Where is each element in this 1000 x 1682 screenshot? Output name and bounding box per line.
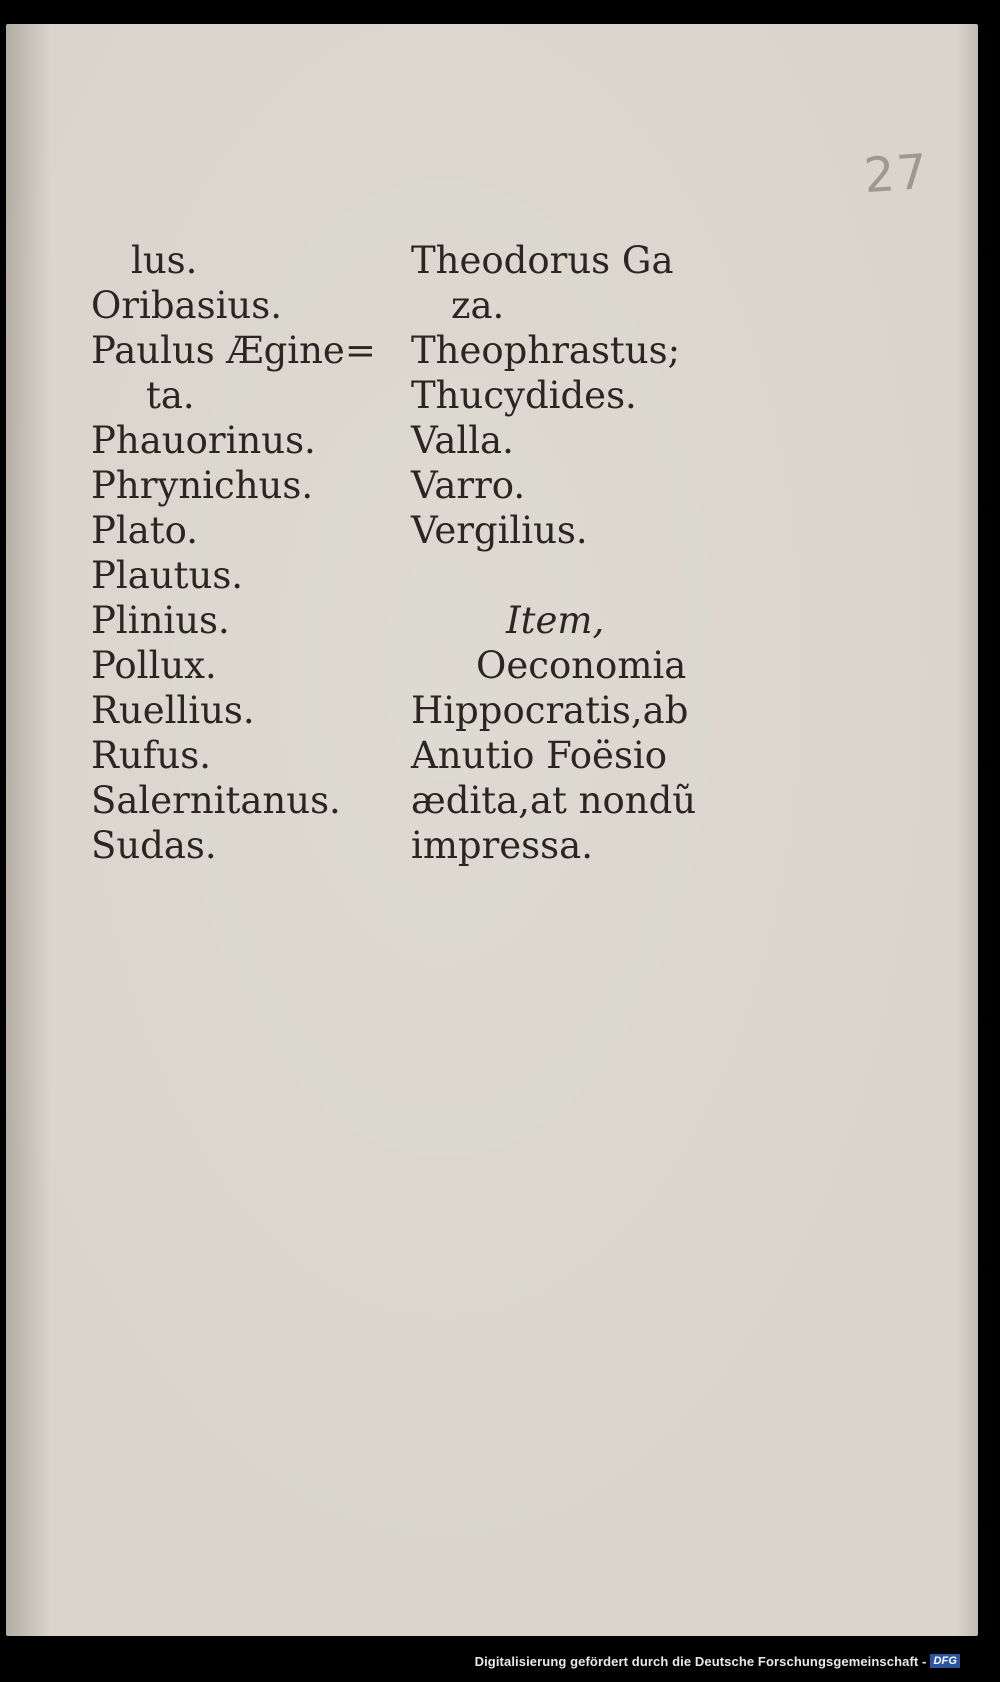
index-entry: Anutio Foësio [411, 734, 668, 777]
dfg-logo: DFG [930, 1654, 960, 1668]
book-page [6, 24, 978, 1636]
index-entry: Ruellius. [91, 689, 255, 732]
index-entry: Theodorus Ga [411, 239, 674, 282]
index-entry: lus. [131, 239, 198, 282]
index-entry: Pollux. [91, 644, 217, 687]
index-entry: Phrynichus. [91, 464, 314, 507]
index-entry: Thucydides. [411, 374, 637, 417]
right-column [411, 238, 711, 868]
index-entry: Hippocratis,ab [411, 689, 689, 732]
index-entry: Paulus Ægine= [91, 329, 376, 372]
index-entry: Plautus. [91, 554, 244, 597]
index-entry [411, 553, 711, 598]
index-entry: Vergilius. [411, 509, 588, 552]
index-entry: Salernitanus. [91, 779, 341, 822]
left-column [91, 238, 391, 868]
index-entry: Sudas. [91, 824, 217, 867]
index-entry: Oeconomia [476, 644, 687, 687]
index-entry: Item, [506, 599, 605, 642]
index-entry: Theophrastus; [411, 329, 681, 372]
folio-number: 27 [862, 143, 931, 205]
index-entry: Phauorinus. [91, 419, 316, 462]
index-entry: Rufus. [91, 734, 211, 777]
index-entry: za. [451, 284, 505, 327]
digitization-credit [475, 1646, 960, 1676]
index-entry: Valla. [411, 419, 514, 462]
index-entry: Varro. [411, 464, 526, 507]
index-entry: Plinius. [91, 599, 230, 642]
index-entry: impressa. [411, 824, 593, 867]
index-entry: ædita,at nondũ [411, 779, 697, 822]
index-entry: ta. [146, 374, 195, 417]
index-entry: Oribasius. [91, 284, 282, 327]
credit-text: Digitalisierung gefördert durch die Deutsche Forschungsgemeinschaft - [474, 1653, 927, 1669]
index-entry: Plato. [91, 509, 199, 552]
